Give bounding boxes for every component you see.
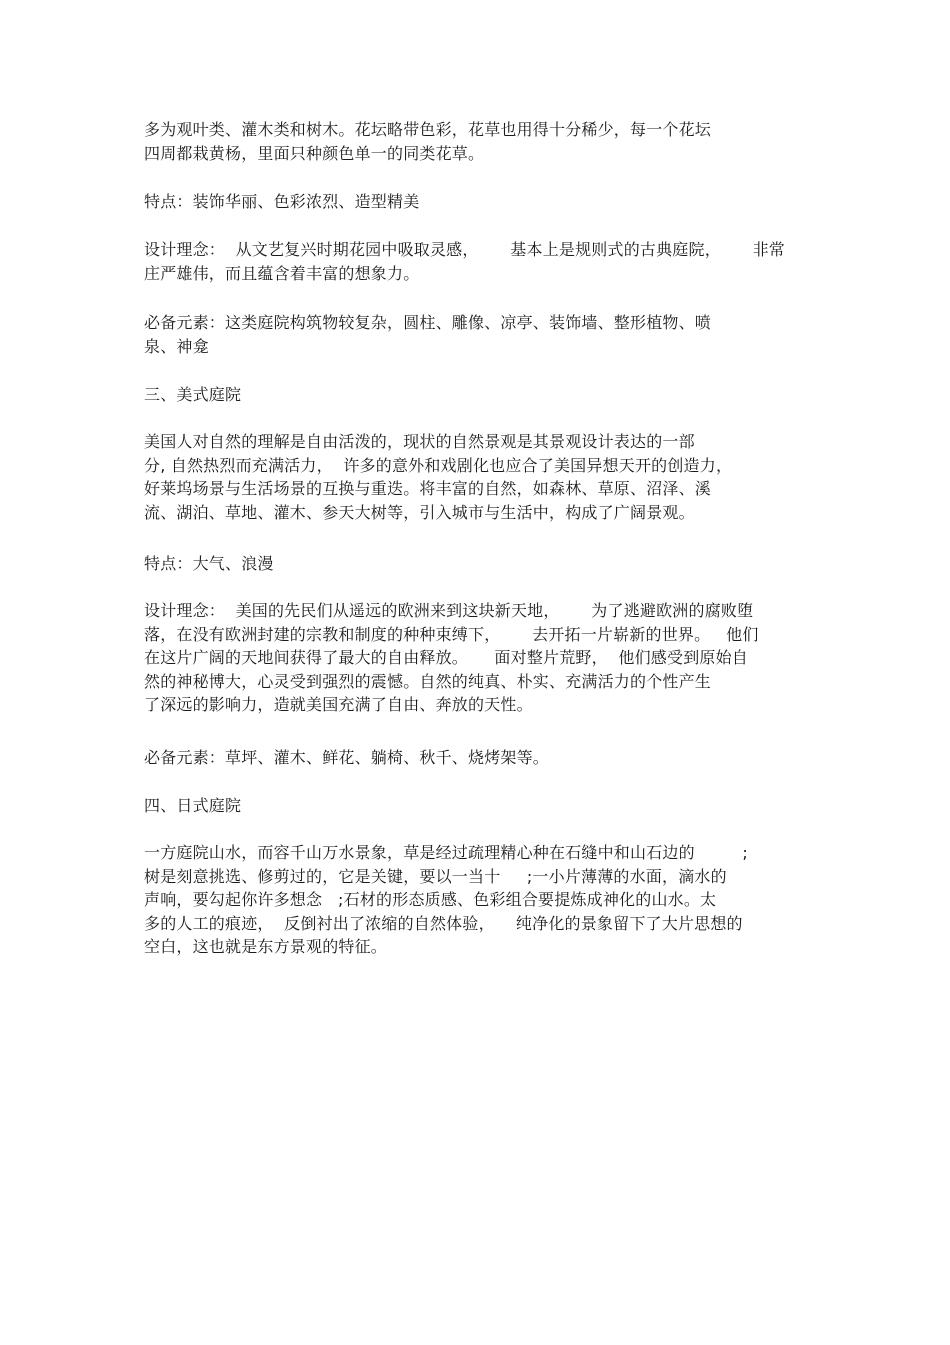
section-heading-american [144,383,814,407]
text-line: 设计理念： 从文艺复兴时期花园中吸取灵感， 基本上是规则式的古典庭院， 非常 [144,240,786,259]
text-line: 美国人对自然的理解是自由活泼的，现状的自然景观是其景观设计表达的一部 [144,432,695,451]
text-line: 然的神秘博大，心灵受到强烈的震憾。自然的纯真、朴实、充满活力的个性产生 [144,671,712,691]
paragraph-american-elements [144,746,814,770]
text-line: 庄严雄伟，而且蕴含着丰富的想象力。 [144,263,420,283]
section-heading-japanese [144,794,814,818]
paragraph-european-concept [144,238,814,285]
text-line: 树是刻意挑选、修剪过的，它是关键，要以一当十 ;一小片薄薄的水面，滴水的 [144,866,727,886]
text-line: 声响，要勾起你许多想念 ;石材的形态质感、色彩组合要提炼成神化的山水。太 [144,890,717,909]
paragraph-french-intro-continued [144,118,814,165]
text-line: 流、湖泊、草地、灌木、参天大树等，引入城市与生活中，构成了广阔景观。 [144,502,695,522]
text-line: 落，在没有欧洲封建的宗教和制度的种种束缚下， 去开拓一片崭新的世界。 他们 [144,624,759,644]
text-line: 多为观叶类、灌木类和树木。花坛略带色彩，花草也用得十分稀少，每一个花坛 [144,120,712,139]
text-line: 多的人工的痕迹， 反倒衬出了浓缩的自然体验， 纯净化的景象留下了大片思想的 [144,913,743,933]
paragraph-european-features [144,190,814,214]
text-line: 空白，这也就是东方景观的特征。 [144,937,388,956]
paragraph-american-features [144,552,814,576]
paragraph-american-concept [144,599,814,717]
paragraph-european-elements [144,311,814,358]
heading-text: 三、美式庭院 [144,385,242,404]
paragraph-american-intro [144,430,814,524]
text-line: 特点：大气、浪漫 [144,554,274,573]
text-line: 一方庭院山水，而容千山万水景象，草是经过疏理精心种在石缝中和山石边的 ; [144,843,748,862]
heading-text: 四、日式庭院 [144,796,242,815]
text-line: 四周都栽黄杨，里面只种颜色单一的同类花草。 [144,143,485,163]
text-line: 在这片广阔的天地间获得了最大的自由释放。 面对整片荒野， 他们感受到原始自 [144,648,749,667]
text-line: 必备元素：这类庭院构筑物较复杂，圆柱、雕像、凉亭、装饰墙、整形植物、喷 [144,313,712,332]
text-line: 了深远的影响力，造就美国充满了自由、奔放的天性。 [144,695,533,714]
text-line: 泉、神龛 [144,336,209,356]
text-line: 必备元素：草坪、灌木、鲜花、躺椅、秋千、烧烤架等。 [144,748,550,767]
text-line: 分, 自然热烈而充满活力， 许多的意外和戏剧化也应合了美国异想天开的创造力， [144,455,733,475]
paragraph-japanese-intro [144,841,814,959]
text-line: 好莱坞场景与生活场景的互换与重迭。将丰富的自然，如森林、草原、沼泽、溪 [144,479,712,498]
text-line: 特点：装饰华丽、色彩浓烈、造型精美 [144,192,420,211]
text-line: 设计理念： 美国的先民们从遥远的欧洲来到这块新天地， 为了逃避欧洲的腐败堕 [144,601,754,620]
